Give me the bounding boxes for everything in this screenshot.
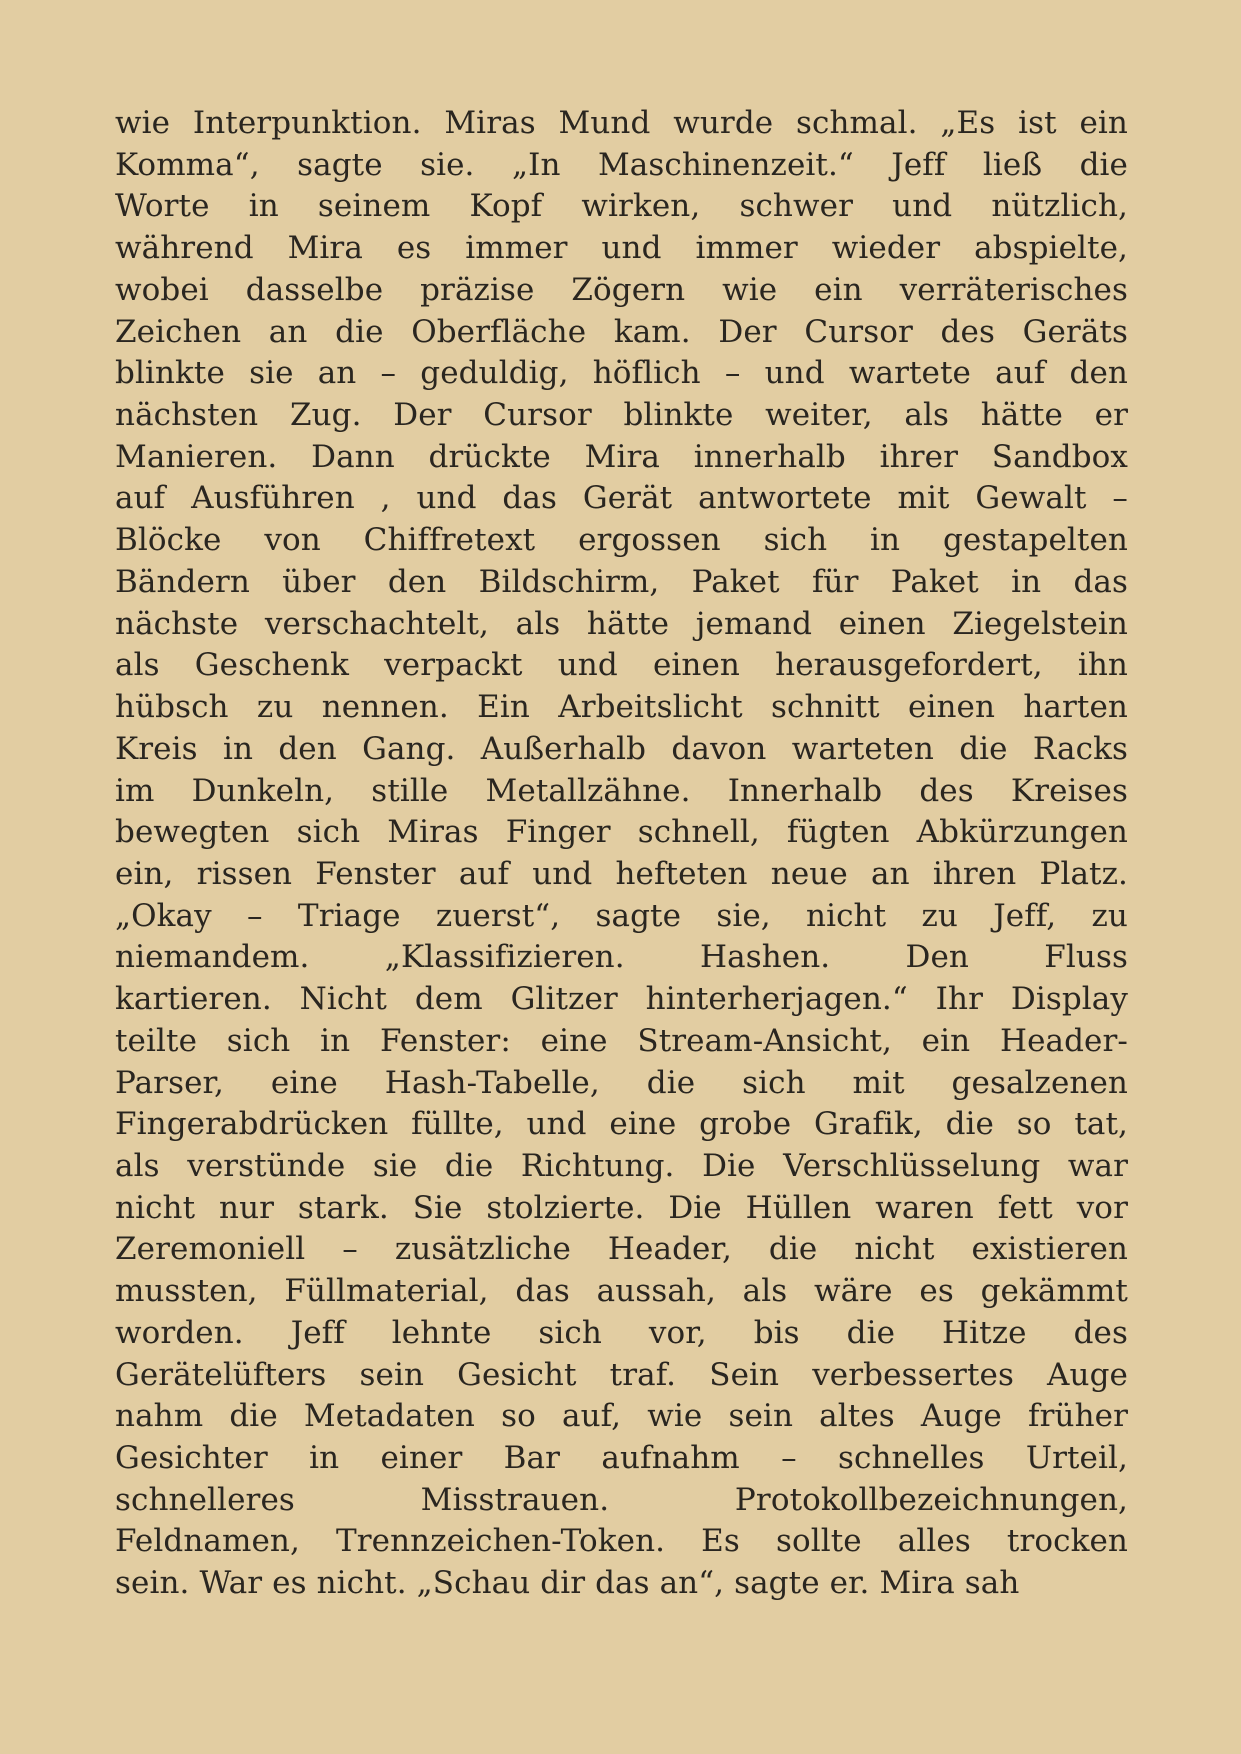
text-line: „Okay – Triage zuerst“, sagte sie, nicht zu Jeff, zu bbox=[115, 897, 1128, 934]
text-line: wie Interpunktion. Miras Mund wurde schmal. „Es ist ein bbox=[115, 105, 1128, 141]
text-line: blinkte sie an – geduldig, höflich – und wartete auf den bbox=[115, 355, 1128, 392]
text-line: nahm die Metadaten so auf, wie sein altes Auge früher bbox=[115, 1398, 1128, 1435]
text-line: niemandem. „Klassifizieren. Hashen. Den Fluss bbox=[115, 939, 1128, 976]
text-line: nicht nur stark. Sie stolzierte. Die Hüllen waren fett vor bbox=[115, 1189, 1128, 1226]
text-line: sein. War es nicht. „Schau dir das an“, sagte er. Mira sah bbox=[115, 1565, 1020, 1602]
text-line: Gesichter in einer Bar aufnahm – schnelles Urteil, bbox=[115, 1440, 1128, 1476]
text-line: auf Ausführen , und das Gerät antwortete mit Gewalt – bbox=[115, 480, 1128, 517]
text-line: schnelleres Misstrauen. Protokollbezeichnungen, bbox=[115, 1481, 1128, 1518]
text-line: nächsten Zug. Der Cursor blinkte weiter, als hätte er bbox=[115, 397, 1128, 434]
text-line: als verstünde sie die Richtung. Die Verschlüsselung war bbox=[115, 1147, 1128, 1184]
text-line: Feldnamen, Trennzeichen-Token. Es sollte alles trocken bbox=[115, 1523, 1128, 1560]
text-line: Manieren. Dann drückte Mira innerhalb ihrer Sandbox bbox=[115, 438, 1128, 475]
text-line: Gerätelüfters sein Gesicht traf. Sein verbessertes Auge bbox=[115, 1356, 1128, 1393]
text-line: Zeremoniell – zusätzliche Header, die nicht existieren bbox=[115, 1231, 1128, 1268]
text-line: bewegten sich Miras Finger schnell, fügten Abkürzungen bbox=[115, 814, 1128, 851]
text-line: Fingerabdrücken füllte, und eine grobe Grafik, die so tat, bbox=[115, 1106, 1128, 1143]
text-line: Parser, eine Hash-Tabelle, die sich mit gesalzenen bbox=[115, 1064, 1128, 1101]
text-line: während Mira es immer und immer wieder abspielte, bbox=[115, 230, 1128, 267]
text-line: hübsch zu nennen. Ein Arbeitslicht schnitt einen harten bbox=[115, 689, 1128, 726]
text-line: mussten, Füllmaterial, das aussah, als wäre es gekämmt bbox=[115, 1273, 1128, 1310]
text-line: ein, rissen Fenster auf und hefteten neue an ihren Platz. bbox=[115, 855, 1128, 892]
text-line: nächste verschachtelt, als hätte jemand einen Ziegelstein bbox=[115, 605, 1128, 642]
text-line: kartieren. Nicht dem Glitzer hinterherjagen.“ Ihr Display bbox=[115, 981, 1128, 1018]
text-line: Kreis in den Gang. Außerhalb davon warteten die Racks bbox=[115, 730, 1128, 767]
page-text-block bbox=[115, 103, 1128, 1605]
text-line: Blöcke von Chiffretext ergossen sich in gestapelten bbox=[115, 522, 1128, 559]
text-line: wobei dasselbe präzise Zögern wie ein verräterisches bbox=[115, 271, 1128, 308]
text-line: Bändern über den Bildschirm, Paket für Paket in das bbox=[115, 563, 1128, 600]
text-line: worden. Jeff lehnte sich vor, bis die Hitze des bbox=[115, 1314, 1128, 1351]
text-line: im Dunkeln, stille Metallzähne. Innerhalb des Kreises bbox=[115, 772, 1128, 809]
text-line: Worte in seinem Kopf wirken, schwer und nützlich, bbox=[115, 188, 1128, 225]
text-line: teilte sich in Fenster: eine Stream-Ansicht, ein Header- bbox=[115, 1022, 1128, 1059]
text-line: Zeichen an die Oberfläche kam. Der Cursor des Geräts bbox=[115, 313, 1128, 350]
text-line: als Geschenk verpackt und einen herausgefordert, ihn bbox=[115, 647, 1128, 684]
text-line: Komma“, sagte sie. „In Maschinenzeit.“ Jeff ließ die bbox=[115, 146, 1128, 183]
